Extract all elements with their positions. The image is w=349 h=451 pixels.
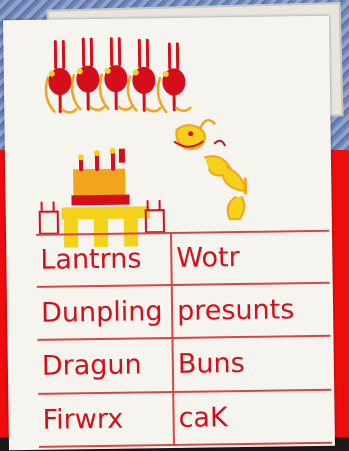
drawing-paper — [3, 16, 335, 451]
dragon-illustration — [174, 120, 245, 220]
word-cell: Dragun — [37, 339, 174, 394]
cake-illustration — [71, 148, 130, 206]
word-cell: Buns — [173, 337, 331, 393]
word-cell: caK — [174, 390, 332, 446]
word-cell: Lantrns — [36, 232, 173, 287]
word-cell: Firwrx — [38, 392, 175, 447]
word-cell: Dunpling — [37, 285, 174, 340]
word-cell: presunts — [173, 283, 331, 339]
word-cell: Wotr — [172, 230, 330, 286]
word-grid — [36, 230, 332, 448]
lanterns-illustration — [45, 38, 190, 114]
